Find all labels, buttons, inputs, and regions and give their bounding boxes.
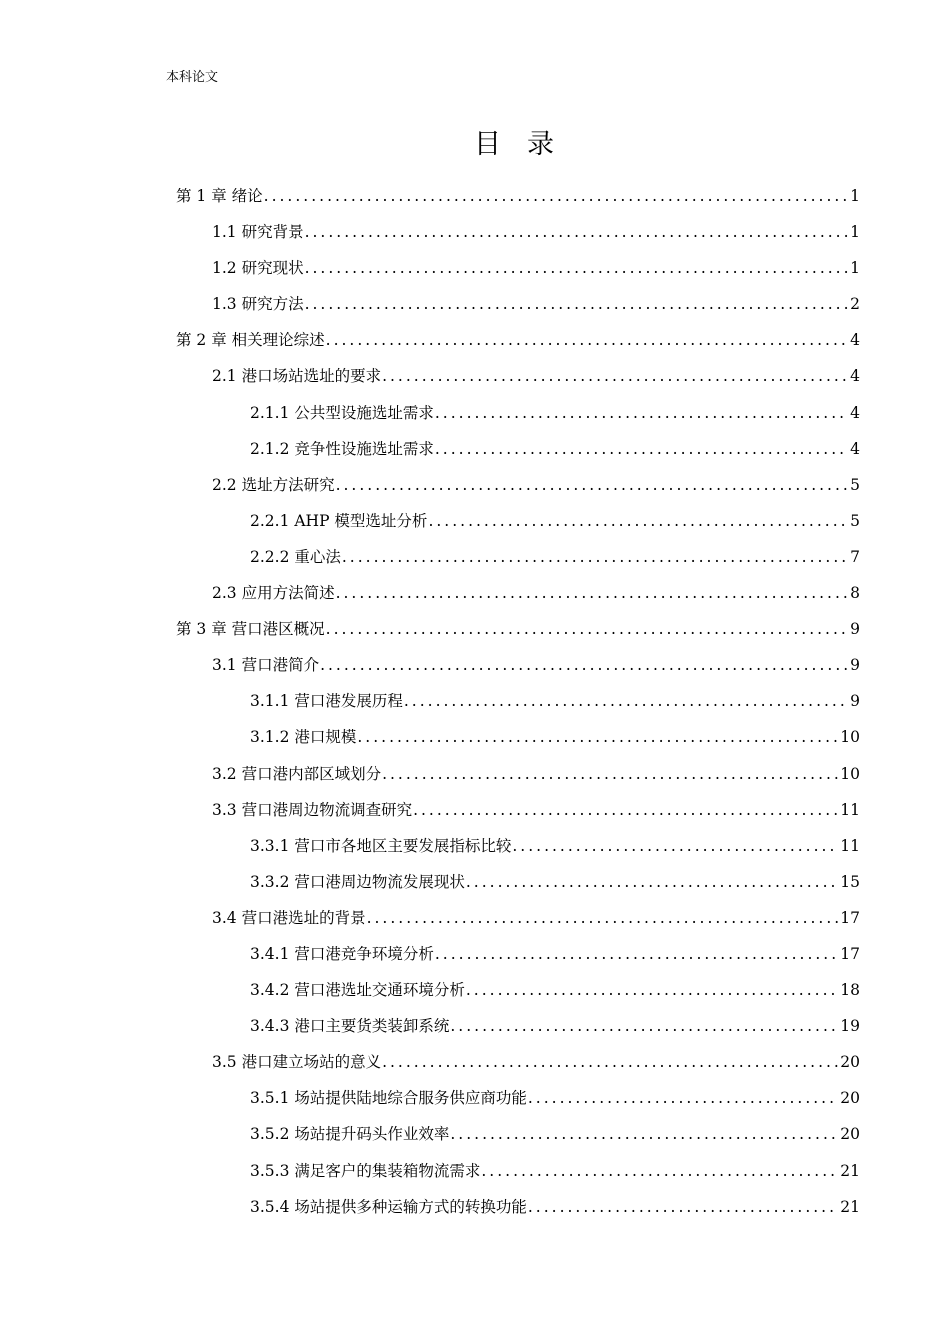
toc-entry-page-number: 7 <box>850 547 860 566</box>
toc-entry[interactable] <box>0 900 950 936</box>
toc-entry-page-number: 1 <box>850 223 860 242</box>
dot-leader <box>382 358 848 394</box>
toc-entry[interactable] <box>0 467 950 503</box>
dot-leader <box>404 683 848 719</box>
toc-entry[interactable] <box>0 503 950 539</box>
toc-entry-title: 3.4.3 港口主要货类装卸系统 <box>250 1017 450 1036</box>
toc-entry-page-number: 20 <box>840 1125 860 1144</box>
dot-leader <box>326 322 848 358</box>
toc-entry-page-number: 10 <box>840 728 860 747</box>
toc-entry-title: 2.2.1 AHP 模型选址分析 <box>250 511 428 530</box>
dot-leader <box>450 1008 838 1044</box>
toc-entry-page-number: 5 <box>850 475 860 494</box>
toc-entry-page-number: 21 <box>840 1197 860 1216</box>
toc-entry[interactable] <box>0 647 950 683</box>
dot-leader <box>336 575 849 611</box>
toc-entry-page-number: 11 <box>840 800 860 819</box>
toc-entry-title: 第 3 章 营口港区概况 <box>176 620 325 639</box>
dot-leader <box>413 792 838 828</box>
dot-leader <box>435 936 838 972</box>
toc-entry-page-number: 2 <box>850 295 860 314</box>
dot-leader <box>466 864 838 900</box>
toc-entry-title: 3.5.1 场站提供陆地综合服务供应商功能 <box>250 1089 527 1108</box>
toc-entry-title: 2.1.2 竞争性设施选址需求 <box>250 439 434 458</box>
dot-leader <box>382 756 838 792</box>
toc-entry-title: 3.3 营口港周边物流调查研究 <box>212 800 413 819</box>
toc-entry-page-number: 8 <box>850 584 860 603</box>
toc-entry[interactable] <box>0 756 950 792</box>
dot-leader <box>305 250 849 286</box>
toc-entry[interactable] <box>0 1008 950 1044</box>
toc-entry-title: 3.1.2 港口规模 <box>250 728 357 747</box>
toc-entry[interactable] <box>0 864 950 900</box>
dot-leader <box>466 972 838 1008</box>
toc-entry-title: 第 2 章 相关理论综述 <box>176 331 325 350</box>
toc-entry-title: 3.3.1 营口市各地区主要发展指标比较 <box>250 836 512 855</box>
toc-entry-title: 2.2 选址方法研究 <box>212 475 335 494</box>
toc-entry-page-number: 5 <box>850 511 860 530</box>
dot-leader <box>435 395 848 431</box>
toc-entry-title: 3.5.4 场站提供多种运输方式的转换功能 <box>250 1197 527 1216</box>
dot-leader <box>342 539 848 575</box>
dot-leader <box>428 503 848 539</box>
toc-entry[interactable] <box>0 972 950 1008</box>
toc-entry-title: 1.3 研究方法 <box>212 295 304 314</box>
toc-entry[interactable] <box>0 539 950 575</box>
toc-entry-title: 1.1 研究背景 <box>212 223 304 242</box>
dot-leader <box>305 286 849 322</box>
toc-entry-page-number: 9 <box>850 692 860 711</box>
toc-entry-page-number: 11 <box>840 836 860 855</box>
dot-leader <box>481 1153 838 1189</box>
toc-entry[interactable] <box>0 683 950 719</box>
toc-entry-title: 2.2.2 重心法 <box>250 547 341 566</box>
toc-entry[interactable] <box>0 611 950 647</box>
toc-entry-page-number: 19 <box>840 1017 860 1036</box>
toc-entry-title: 3.3.2 营口港周边物流发展现状 <box>250 872 465 891</box>
toc-entry[interactable] <box>0 358 950 394</box>
toc-entry-title: 3.4.2 营口港选址交通环境分析 <box>250 981 465 1000</box>
dot-leader <box>450 1116 838 1152</box>
toc-entry-title: 3.4.1 营口港竞争环境分析 <box>250 944 434 963</box>
page-title: 目录 <box>474 129 580 160</box>
toc-entry[interactable] <box>0 936 950 972</box>
dot-leader <box>264 178 848 214</box>
toc-entry-page-number: 21 <box>840 1161 860 1180</box>
toc-entry[interactable] <box>0 214 950 250</box>
toc-entry[interactable] <box>0 1116 950 1152</box>
dot-leader <box>367 900 839 936</box>
toc-entry-page-number: 18 <box>840 981 860 1000</box>
dot-leader <box>305 214 849 250</box>
dot-leader <box>528 1080 838 1116</box>
toc-entry[interactable] <box>0 792 950 828</box>
toc-entry-page-number: 4 <box>850 331 860 350</box>
toc-entry[interactable] <box>0 431 950 467</box>
toc-entry[interactable] <box>0 1153 950 1189</box>
toc-entry-title: 3.5.2 场站提升码头作业效率 <box>250 1125 450 1144</box>
toc-entry-title: 3.5.3 满足客户的集装箱物流需求 <box>250 1161 481 1180</box>
toc-entry-page-number: 1 <box>850 259 860 278</box>
dot-leader <box>336 467 849 503</box>
toc-entry-title: 1.2 研究现状 <box>212 259 304 278</box>
toc-entry-page-number: 17 <box>840 944 860 963</box>
dot-leader <box>357 719 838 755</box>
toc-entry-title: 3.1 营口港简介 <box>212 656 320 675</box>
toc-entry-page-number: 9 <box>850 620 860 639</box>
dot-leader <box>382 1044 838 1080</box>
dot-leader <box>320 647 848 683</box>
toc-entry-page-number: 20 <box>840 1089 860 1108</box>
toc-entry-page-number: 17 <box>840 908 860 927</box>
toc-entry-title: 3.1.1 营口港发展历程 <box>250 692 403 711</box>
toc-entry[interactable] <box>0 1044 950 1080</box>
dot-leader <box>528 1189 838 1225</box>
dot-leader <box>326 611 848 647</box>
toc-entry-title: 第 1 章 绪论 <box>176 187 263 205</box>
toc-entry[interactable] <box>0 575 950 611</box>
toc-entry[interactable] <box>0 178 950 214</box>
toc-entry-page-number: 4 <box>850 403 860 422</box>
toc-entry[interactable] <box>0 286 950 322</box>
toc-entry-page-number: 4 <box>850 439 860 458</box>
toc-entry-title: 3.4 营口港选址的背景 <box>212 908 366 927</box>
toc-entry[interactable] <box>0 322 950 358</box>
toc-entry-page-number: 15 <box>840 872 860 891</box>
dot-leader <box>435 431 848 467</box>
toc-entry-page-number: 10 <box>840 764 860 783</box>
toc-entry-page-number: 20 <box>840 1053 860 1072</box>
running-header: 本科论文 <box>166 70 219 85</box>
toc-entry[interactable] <box>0 395 950 431</box>
toc-entry-title: 2.1 港口场站选址的要求 <box>212 367 382 386</box>
toc-entry[interactable] <box>0 719 950 755</box>
toc-entry[interactable] <box>0 828 950 864</box>
toc-entry-title: 2.1.1 公共型设施选址需求 <box>250 403 434 422</box>
toc-entry[interactable] <box>0 1189 950 1225</box>
toc-entry-title: 3.2 营口港内部区域划分 <box>212 764 382 783</box>
toc-entry[interactable] <box>0 1080 950 1116</box>
toc-entry-title: 2.3 应用方法简述 <box>212 584 335 603</box>
toc-entry-page-number: 1 <box>850 187 860 205</box>
toc-entry[interactable] <box>0 250 950 286</box>
table-of-contents <box>0 178 950 1225</box>
toc-entry-title: 3.5 港口建立场站的意义 <box>212 1053 382 1072</box>
toc-entry-page-number: 4 <box>850 367 860 386</box>
toc-entry-page-number: 9 <box>850 656 860 675</box>
dot-leader <box>512 828 838 864</box>
